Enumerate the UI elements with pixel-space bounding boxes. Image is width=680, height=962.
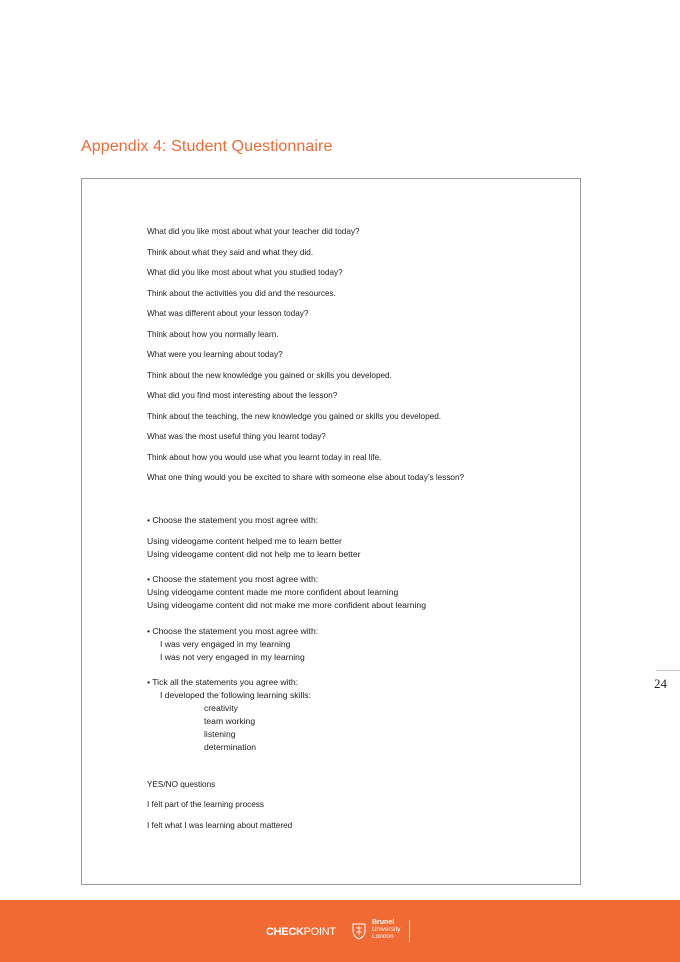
yes-no-item: I felt part of the learning process (147, 800, 264, 809)
skill-item: determination (204, 742, 257, 752)
university-crest-icon (352, 922, 366, 940)
statement-3-option-1: I was very engaged in my learning (160, 639, 291, 649)
question-6-hint: Think about how you would use what you learnt today in real life. (147, 453, 382, 462)
statement-2-option-1: Using videogame content made me more confident about learning (147, 587, 399, 597)
question-5-hint: Think about the teaching, the new knowledge you gained or skills you developed. (147, 412, 442, 421)
statement-3-option-2: I was not very engaged in my learning (160, 652, 305, 662)
page-number-rule (656, 670, 680, 671)
skill-item: team working (204, 716, 256, 726)
checkpoint-logo (266, 926, 336, 938)
question-5: What did you find most interesting about the lesson? (147, 391, 338, 400)
yes-no-item: I felt what I was learning about mattered (147, 821, 293, 830)
statement-1-option-1: Using videogame content helped me to learn better (147, 536, 342, 546)
skill-item: creativity (204, 703, 238, 713)
statement-1-prompt: • Choose the statement you most agree with: (147, 515, 319, 525)
question-2: What did you like most about what you studied today? (147, 268, 343, 277)
question-4: What were you learning about today? (147, 350, 283, 359)
footer-bar (0, 900, 680, 962)
checkpoint-logo-bold: CHECK (266, 926, 304, 938)
page-number: 24 (654, 676, 667, 691)
question-7: What one thing would you be excited to share with someone else about today’s lesson? (147, 473, 465, 482)
question-1: What did you like most about what your teacher did today? (147, 227, 360, 236)
statement-3-prompt: • Choose the statement you most agree with: (147, 626, 319, 636)
question-2-hint: Think about the activities you did and the resources. (147, 289, 336, 298)
yes-no-heading: YES/NO questions (147, 780, 216, 789)
logo-divider (409, 920, 410, 942)
page-title: Appendix 4: Student Questionnaire (81, 138, 333, 155)
brunel-logo-line-2: University (372, 926, 401, 933)
question-3-hint: Think about how you normally learn. (147, 330, 279, 339)
statement-2-option-2: Using videogame content did not make me more confident about learning (147, 600, 426, 610)
skill-item: listening (204, 729, 236, 739)
brunel-logo (372, 919, 401, 940)
brunel-logo-line-1: Brunel (372, 919, 395, 926)
statement-1-option-2: Using videogame content did not help me to learn better (147, 549, 361, 559)
checkpoint-logo-light: POINT (303, 926, 336, 938)
question-4-hint: Think about the new knowledge you gained or skills you developed. (147, 371, 392, 380)
statement-4-prompt: • Tick all the statements you agree with: (147, 677, 299, 687)
questionnaire-box (81, 178, 581, 885)
question-1-hint: Think about what they said and what they did. (147, 248, 314, 257)
question-6: What was the most useful thing you learnt today? (147, 432, 326, 441)
statement-4-intro: I developed the following learning skills: (160, 690, 311, 700)
brunel-logo-line-3: London (372, 933, 394, 940)
question-3: What was different about your lesson today? (147, 309, 309, 318)
statement-2-prompt: • Choose the statement you most agree with: (147, 574, 319, 584)
